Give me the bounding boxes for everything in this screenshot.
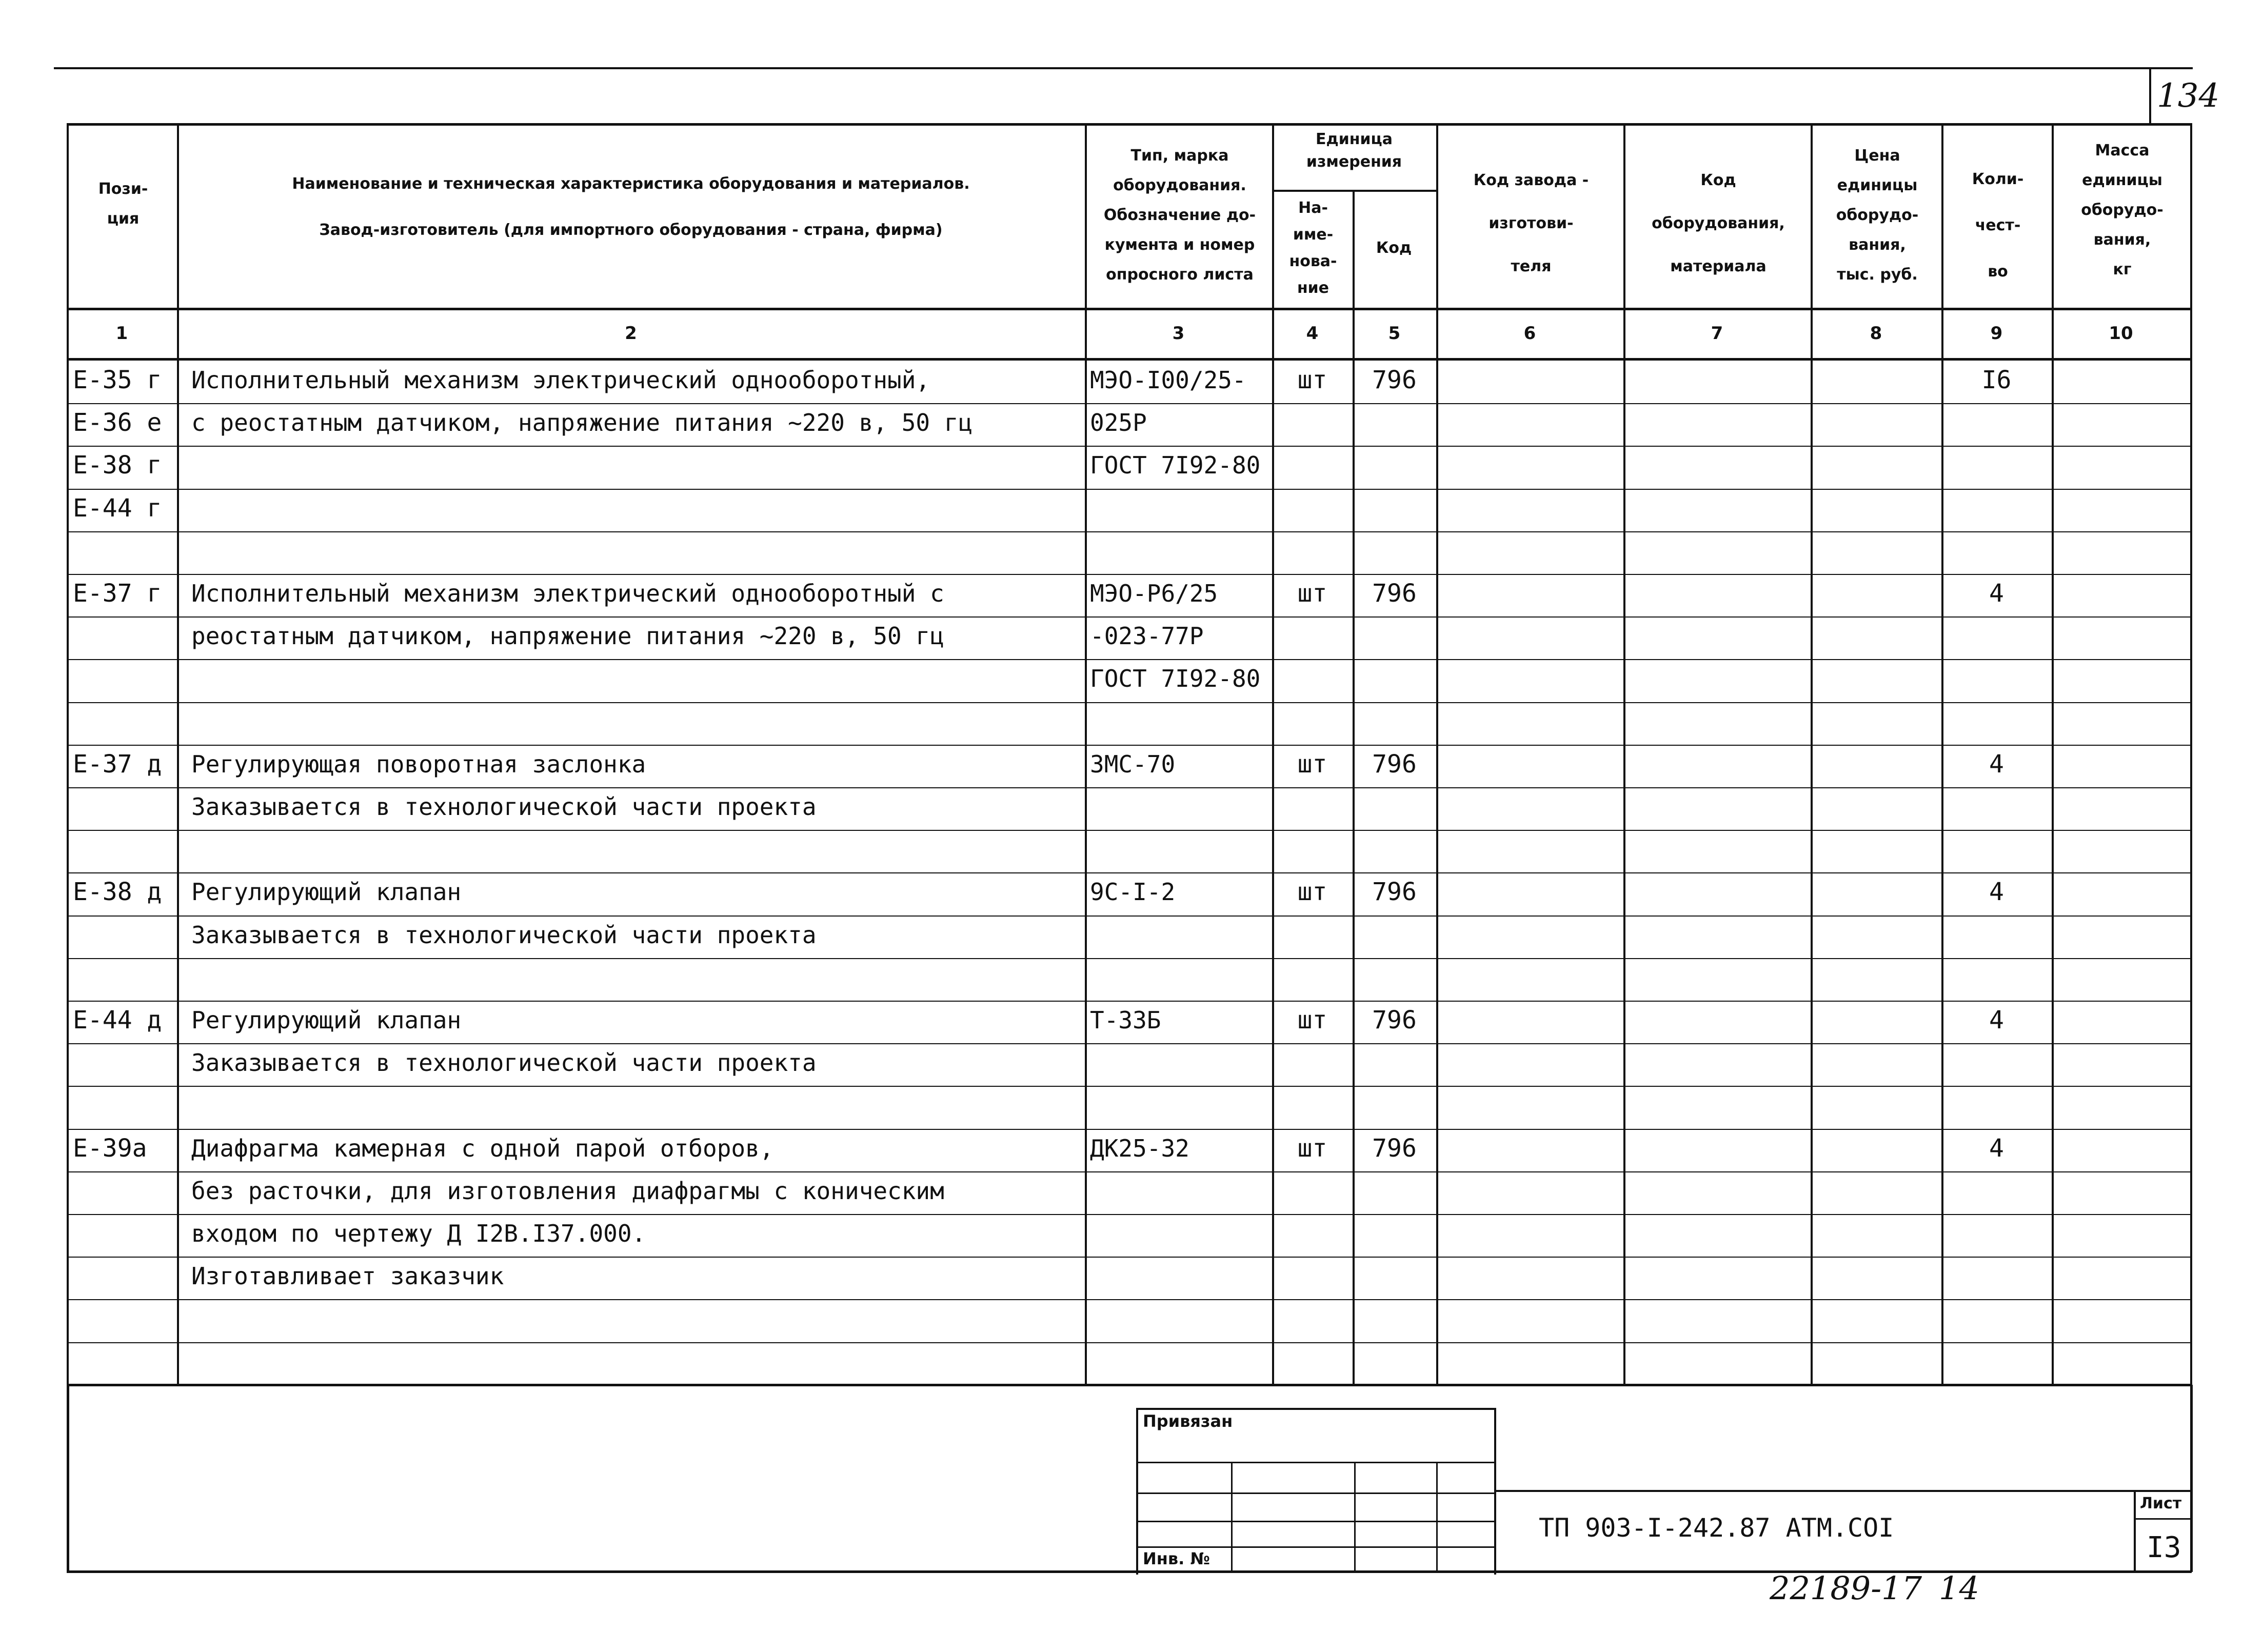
name-cell: Изготавливает заказчик [191,1262,504,1290]
handwritten-sheet-number: 14 [1939,1569,1979,1607]
position-cell: Е-36 е [73,408,162,437]
stamp-col-1 [1231,1462,1233,1572]
name-cell: без расточки, для изготовления диафрагмы с коническим [191,1177,944,1205]
name-cell: Исполнительный механизм электрический однооборотный с [191,580,944,607]
quantity-cell: 4 [1989,1006,2004,1034]
position-cell: Е-44 г [73,494,162,523]
row-rule [67,915,2192,917]
header-equipment-code: Код оборудования, материала [1652,171,1785,275]
row-rule [67,1257,2192,1258]
row-rule [67,616,2192,618]
header-unit-code: Код [1376,239,1412,257]
row-rule [67,659,2192,660]
table-top-rule [67,123,2192,126]
stamp-rule-3 [1136,1521,1495,1522]
column-number: 3 [1172,323,1185,344]
stamp-left-rule [1136,1408,1138,1575]
column-number: 8 [1870,323,1882,344]
row-rule [67,1214,2192,1215]
unit-code-cell: 796 [1372,579,1417,608]
name-cell: Регулирующая поворотная заслонка [191,750,646,778]
title-block-top-rule [1494,1490,2192,1492]
header-price: Цена единицы оборудо- вания, тыс. руб. [1836,147,1919,284]
unit-code-cell: 796 [1372,878,1417,906]
unit-cell: шт [1297,878,1327,906]
row-rule [67,1171,2192,1172]
handwritten-page-number: 134 [2157,77,2220,115]
sheet-box-left-rule [2134,1490,2136,1572]
sheet-number: I3 [2147,1531,2181,1564]
quantity-cell: I6 [1981,366,2012,394]
row-rule [67,489,2192,490]
quantity-cell: 4 [1989,1134,2004,1163]
stamp-rule-2 [1136,1492,1495,1494]
type-cell: -023-77Р [1090,622,1204,650]
row-rule [67,446,2192,447]
position-cell: Е-38 г [73,451,162,480]
column-rule [2190,123,2192,1385]
position-cell: Е-35 г [73,366,162,394]
type-cell: 9С-I-2 [1090,878,1176,906]
unit-cell: шт [1297,579,1327,608]
header-unit-name: На- име- нова- ние [1289,199,1337,297]
header-mass: Масса единицы оборудо- вания, кг [2081,142,2163,278]
unit-code-cell: 796 [1372,1134,1417,1163]
name-cell: Регулирующий клапан [191,1006,462,1034]
type-cell: ГОСТ 7I92-80 [1090,451,1261,479]
row-rule [67,1001,2192,1002]
name-cell: Заказывается в технологической части проекта [191,921,817,949]
header-position: Пози- ция [98,180,148,228]
header-name-line1: Наименование и техническая характеристика оборудования и материалов. [292,175,970,193]
name-cell: с реостатным датчиком, напряжение питания ~220 в, 50 гц [191,409,973,436]
handwritten-inventory-number: 22189-17 [1770,1569,1922,1607]
row-rule [67,1299,2192,1300]
header-maker-code: Код завода - изготови- теля [1473,171,1589,275]
row-rule [67,872,2192,873]
name-cell: Регулирующий клапан [191,878,462,906]
name-cell: входом по чертежу Д I2В.I37.000. [191,1220,646,1247]
name-cell: реостатным датчиком, напряжение питания ~220 в, 50 гц [191,622,944,650]
unit-code-cell: 796 [1372,1006,1417,1034]
page-number-box-rule [2149,67,2151,124]
top-border-rule [54,67,2193,69]
sheet-label: Лист [2140,1495,2182,1512]
unit-code-cell: 796 [1372,366,1417,394]
header-type: Тип, марка оборудования. Обозначение до- кумента и номер опросного листа [1103,147,1256,284]
column-number: 4 [1306,323,1319,344]
row-rule [67,787,2192,788]
position-cell: Е-37 г [73,579,162,608]
column-number: 1 [115,323,128,344]
row-rule [67,531,2192,532]
stamp-top-rule [1136,1408,1495,1410]
name-cell: Заказывается в технологической части проекта [191,793,817,821]
stamp-privyazan-label: Привязан [1143,1411,1233,1431]
stamp-inv-label: Инв. № [1143,1549,1210,1568]
column-number: 5 [1388,323,1401,344]
position-cell: Е-37 д [73,750,162,779]
quantity-cell: 4 [1989,750,2004,779]
type-cell: МЭО-I00/25- [1090,366,1246,394]
quantity-cell: 4 [1989,579,2004,608]
column-number: 2 [625,323,637,344]
page-left-rule [67,1385,69,1572]
name-cell: Диафрагма камерная с одной парой отборов, [191,1134,774,1162]
name-cell: Заказывается в технологической части проекта [191,1049,817,1077]
column-number: 9 [1990,323,2003,344]
row-rule [67,403,2192,404]
unit-cell: шт [1297,1006,1327,1034]
unit-code-cell: 796 [1372,750,1417,779]
column-number: 6 [1523,323,1536,344]
position-cell: Е-39а [73,1134,147,1163]
type-cell: ГОСТ 7I92-80 [1090,665,1261,692]
type-cell: 025Р [1090,409,1147,436]
name-cell: Исполнительный механизм электрический однооборотный, [191,366,930,394]
type-cell: МЭО-Р6/25 [1090,580,1218,607]
stamp-rule-1 [1136,1462,1495,1463]
row-rule [67,1342,2192,1343]
row-rule [67,1086,2192,1087]
stamp-col-3 [1436,1462,1438,1572]
column-number: 10 [2109,323,2133,344]
row-rule [67,702,2192,703]
position-cell: Е-38 д [73,878,162,906]
stamp-rule-4 [1136,1546,1495,1548]
row-rule [67,1043,2192,1044]
colnum-bottom-rule [67,358,2192,361]
unit-cell: шт [1297,1134,1327,1163]
type-cell: ЗМС-70 [1090,750,1176,778]
type-cell: ДК25-32 [1090,1134,1189,1162]
unit-cell: шт [1297,366,1327,394]
column-number: 7 [1711,323,1723,344]
table-bottom-rule [67,1384,2192,1386]
header-unit-group: Единица измерения [1306,130,1402,171]
stamp-col-2 [1354,1462,1356,1572]
position-cell: Е-44 д [73,1006,162,1034]
row-rule [67,574,2192,575]
type-cell: Т-33Б [1090,1006,1161,1034]
row-rule [67,830,2192,831]
row-rule [67,745,2192,746]
document-code: ТП 903-I-242.87 АТМ.СОI [1539,1513,1894,1543]
row-rule [67,1129,2192,1130]
page-right-rule [2190,1385,2193,1572]
header-quantity: Коли- чест- во [1972,170,2024,281]
quantity-cell: 4 [1989,878,2004,906]
row-rule [67,958,2192,959]
unit-cell: шт [1297,750,1327,779]
header-name-line2: Завод-изготовитель (для импортного оборудования - страна, фирма) [319,221,943,239]
sheet-box-mid-rule [2134,1518,2192,1520]
